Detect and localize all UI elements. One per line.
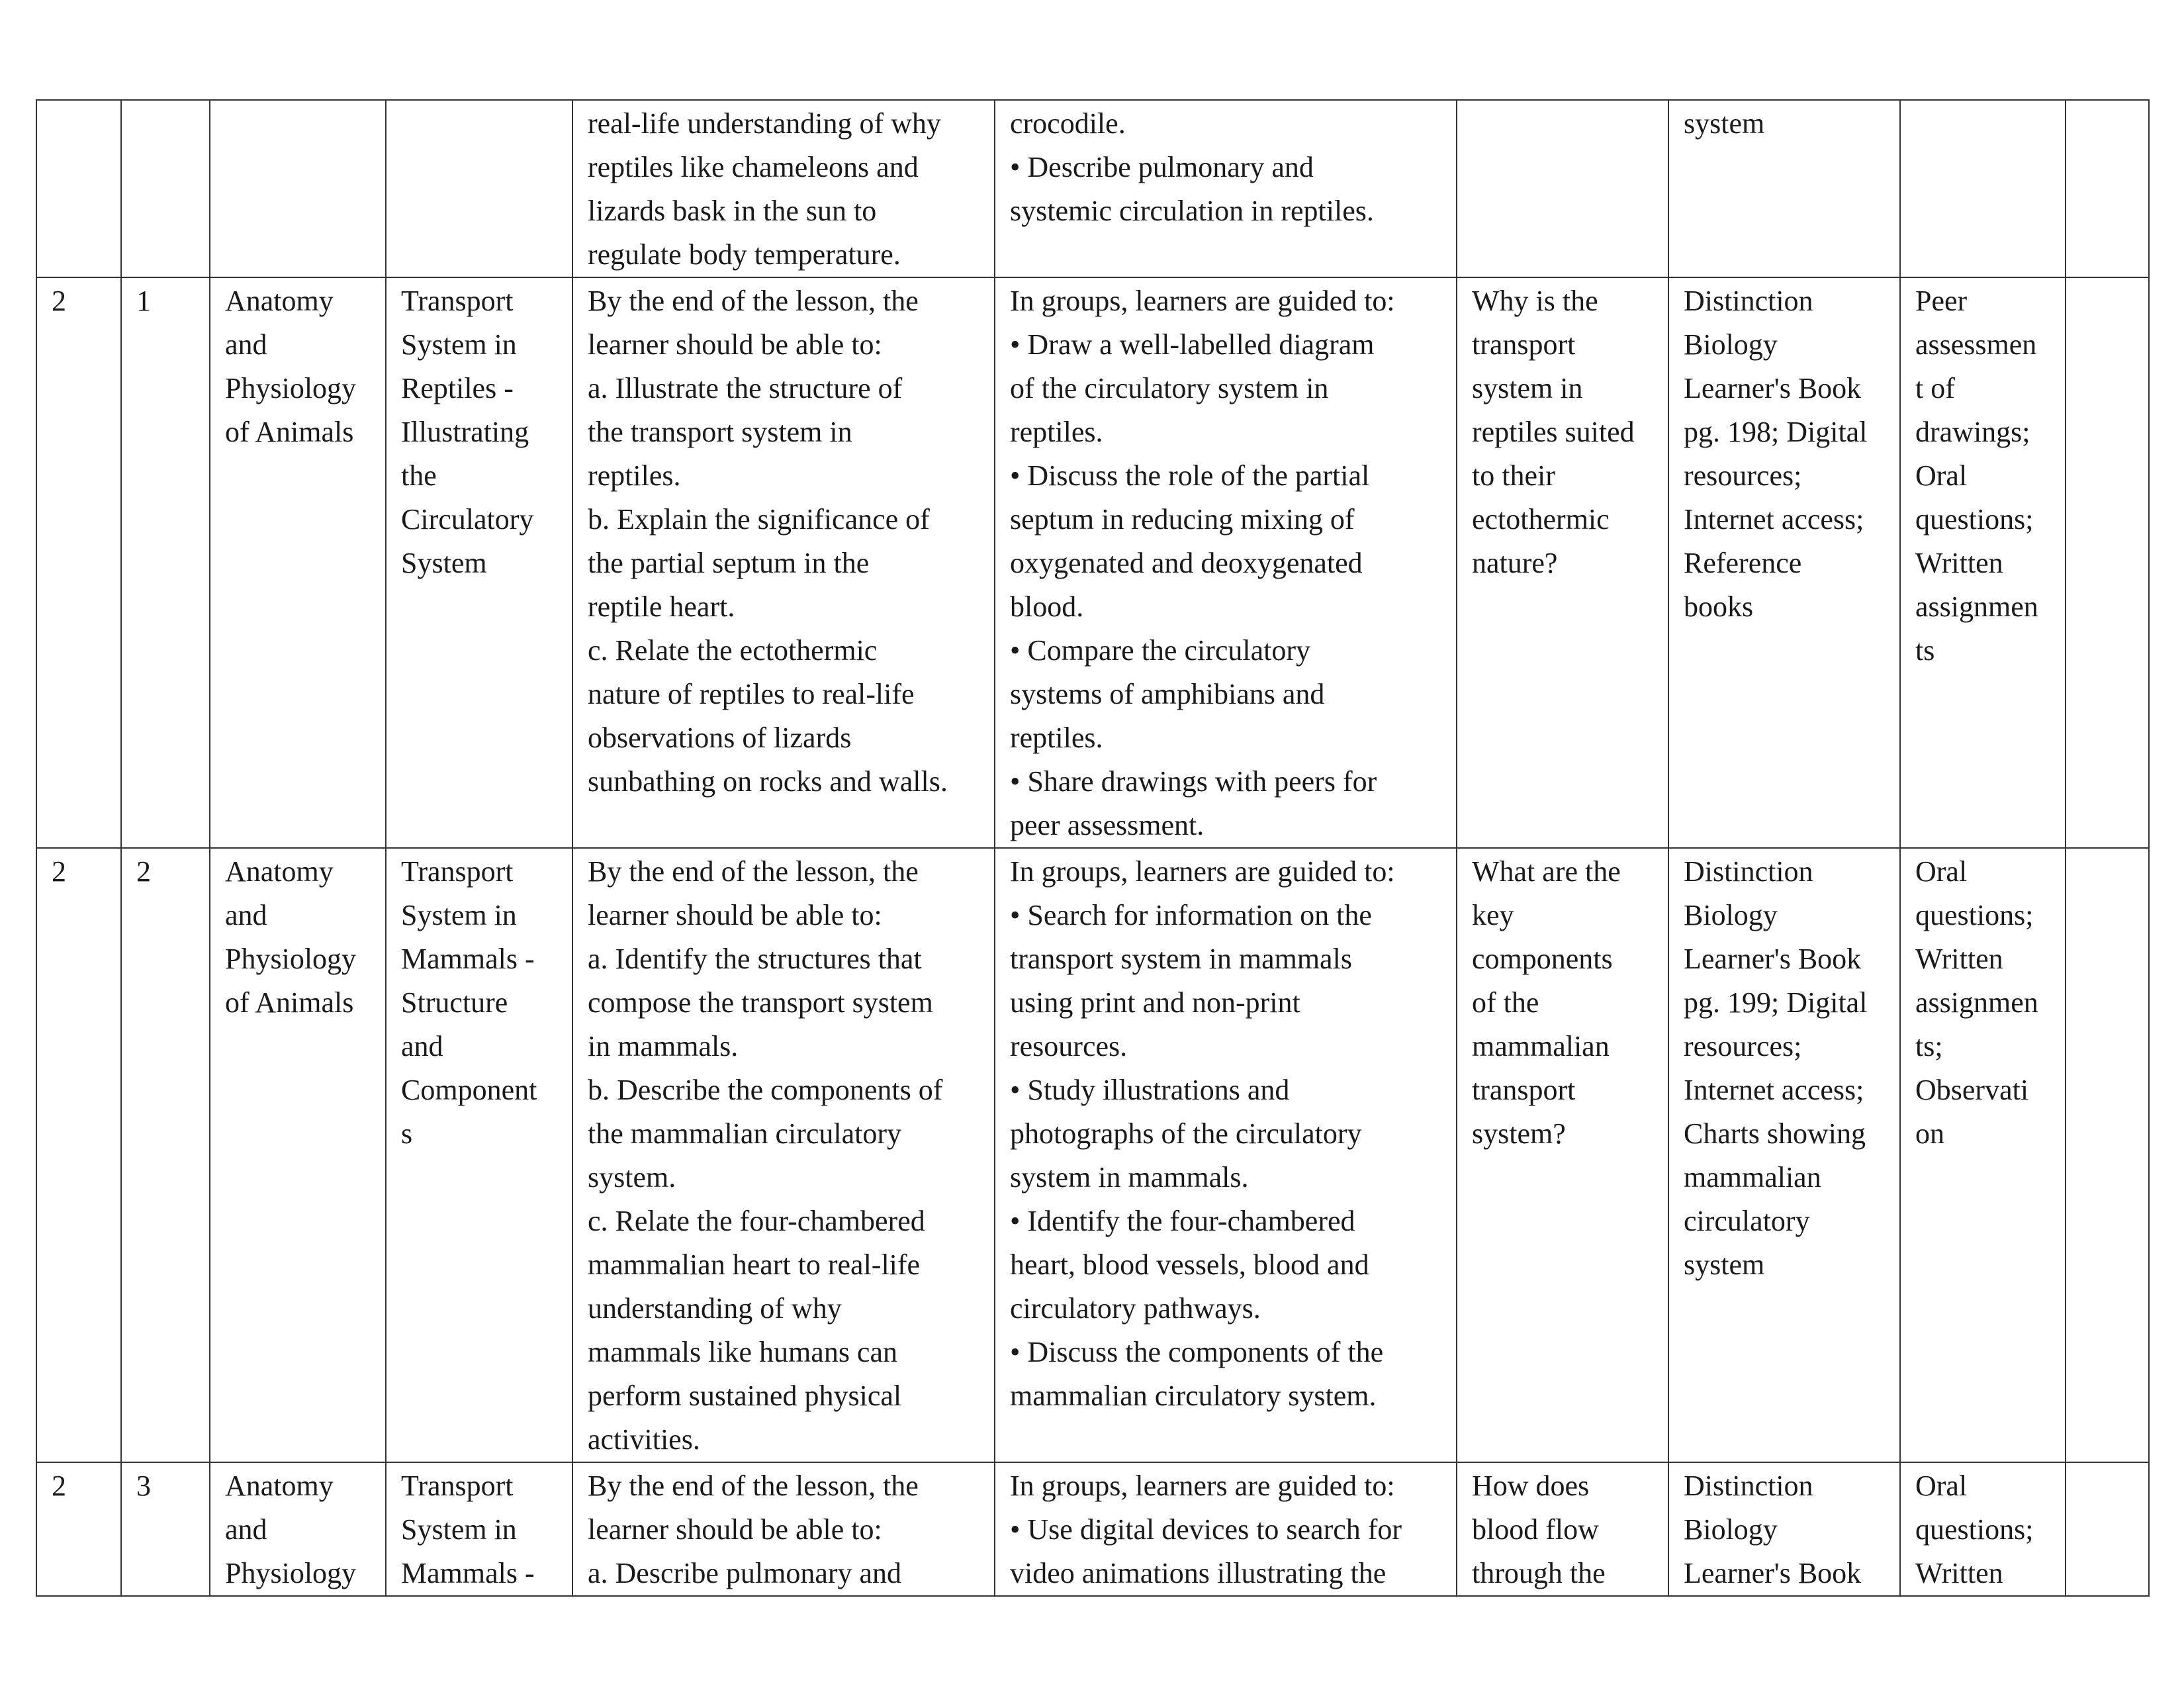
cell-line: • Share drawings with peers for <box>1010 765 1377 798</box>
remarks-cell <box>2066 100 2149 277</box>
cell-line: Internet access; <box>1684 1074 1864 1106</box>
lesson-cell <box>121 277 210 848</box>
cell-line: Biology <box>1684 899 1778 931</box>
week-cell <box>36 100 121 277</box>
cell-line: System in <box>401 1513 517 1546</box>
cell-line: Transport <box>401 285 514 317</box>
cell-text: 2 <box>136 855 151 888</box>
cell-line: • Describe pulmonary and <box>1010 151 1314 183</box>
cell-line: Written <box>1915 547 2003 579</box>
cell-line: In groups, learners are guided to: <box>1010 285 1395 317</box>
cell-line: assignmen <box>1915 590 2038 623</box>
cell-line: System in <box>401 899 517 931</box>
cell-line: • Search for information on the <box>1010 899 1372 931</box>
table-row <box>36 100 2149 277</box>
cell-line: t of <box>1915 372 1955 404</box>
cell-line: crocodile. <box>1010 107 1126 140</box>
cell-line: transport system in mammals <box>1010 943 1352 975</box>
cell-line: Structure <box>401 986 508 1019</box>
cell-line: system? <box>1472 1117 1566 1150</box>
cell-line: books <box>1684 590 1754 623</box>
cell-line: perform sustained physical <box>588 1380 902 1412</box>
cell-line: the transport system in <box>588 416 852 448</box>
cell-line: s <box>401 1117 413 1150</box>
learning-experiences-cell <box>995 100 1457 277</box>
cell-line: to their <box>1472 459 1555 492</box>
cell-line: reptile heart. <box>588 590 735 623</box>
cell-line: What are the <box>1472 855 1621 888</box>
strand-cell <box>210 100 386 277</box>
cell-line: lizards bask in the sun to <box>588 195 877 227</box>
cell-line: • Compare the circulatory <box>1010 634 1311 667</box>
cell-line: nature? <box>1472 547 1558 579</box>
cell-line: components <box>1472 943 1613 975</box>
cell-text: 2 <box>52 1470 66 1502</box>
cell-line: mammalian <box>1472 1030 1610 1062</box>
cell-line: By the end of the lesson, the <box>588 285 919 317</box>
cell-line: • Use digital devices to search for <box>1010 1513 1402 1546</box>
learning-experiences-cell <box>995 277 1457 848</box>
learning-resources-cell <box>1668 100 1900 277</box>
cell-line: • Study illustrations and <box>1010 1074 1290 1106</box>
lesson-cell <box>121 100 210 277</box>
cell-line: understanding of why <box>588 1292 842 1325</box>
cell-text: 2 <box>52 855 66 888</box>
cell-line: mammals like humans can <box>588 1336 897 1368</box>
learning-experiences-cell <box>995 1462 1457 1596</box>
cell-line: Physiology <box>225 372 357 404</box>
cell-line: through the <box>1472 1557 1606 1589</box>
cell-line: observations of lizards <box>588 722 852 754</box>
table-row <box>36 848 2149 1462</box>
cell-line: b. Explain the significance of <box>588 503 930 536</box>
cell-line: Biology <box>1684 328 1778 361</box>
cell-line: Peer <box>1915 285 1968 317</box>
week-cell <box>36 1462 121 1596</box>
cell-line: the partial septum in the <box>588 547 870 579</box>
cell-line: using print and non-print <box>1010 986 1300 1019</box>
cell-line: system in <box>1472 372 1583 404</box>
cell-line: systems of amphibians and <box>1010 678 1325 710</box>
lesson-cell <box>121 1462 210 1596</box>
sub-strand-cell <box>386 848 572 1462</box>
cell-line: ts; <box>1915 1030 1943 1062</box>
cell-line: In groups, learners are guided to: <box>1010 855 1395 888</box>
assessment-cell <box>1900 277 2066 848</box>
cell-line: regulate body temperature. <box>588 238 901 271</box>
cell-line: system in mammals. <box>1010 1161 1249 1194</box>
cell-line: of the <box>1472 986 1539 1019</box>
cell-line: blood flow <box>1472 1513 1599 1546</box>
cell-line: a. Describe pulmonary and <box>588 1557 902 1589</box>
cell-line: heart, blood vessels, blood and <box>1010 1248 1369 1281</box>
cell-line: • Draw a well-labelled diagram <box>1010 328 1375 361</box>
cell-line: septum in reducing mixing of <box>1010 503 1355 536</box>
cell-line: system <box>1684 107 1765 140</box>
cell-line: Illustrating <box>401 416 529 448</box>
cell-line: of the circulatory system in <box>1010 372 1329 404</box>
cell-line: of Animals <box>225 986 354 1019</box>
cell-line: and <box>225 328 267 361</box>
cell-text: 3 <box>136 1470 151 1502</box>
cell-line: In groups, learners are guided to: <box>1010 1470 1395 1502</box>
cell-line: resources. <box>1010 1030 1128 1062</box>
week-cell <box>36 277 121 848</box>
learning-resources-cell <box>1668 277 1900 848</box>
key-inquiry-question-cell <box>1457 848 1668 1462</box>
cell-line: System <box>401 547 487 579</box>
cell-line: Oral <box>1915 459 1968 492</box>
cell-line: reptiles like chameleons and <box>588 151 919 183</box>
cell-line: compose the transport system <box>588 986 933 1019</box>
cell-line: c. Relate the four-chambered <box>588 1205 925 1237</box>
week-cell <box>36 848 121 1462</box>
cell-line: pg. 198; Digital <box>1684 416 1868 448</box>
cell-line: learner should be able to: <box>588 1513 882 1546</box>
cell-text: 1 <box>136 285 151 317</box>
table-row <box>36 1462 2149 1596</box>
sub-strand-cell <box>386 277 572 848</box>
table-body <box>36 100 2149 1596</box>
cell-line: b. Describe the components of <box>588 1074 943 1106</box>
cell-line: Oral <box>1915 855 1968 888</box>
remarks-cell <box>2066 848 2149 1462</box>
cell-line: system. <box>588 1161 676 1194</box>
cell-line: mammalian <box>1684 1161 1821 1194</box>
cell-line: mammalian heart to real-life <box>588 1248 921 1281</box>
cell-line: learner should be able to: <box>588 899 882 931</box>
cell-line: resources; <box>1684 459 1802 492</box>
cell-line: sunbathing on rocks and walls. <box>588 765 948 798</box>
key-inquiry-question-cell <box>1457 1462 1668 1596</box>
cell-line: transport <box>1472 1074 1576 1106</box>
cell-line: Learner's Book <box>1684 1557 1862 1589</box>
cell-line: on <box>1915 1117 1944 1150</box>
cell-line: system <box>1684 1248 1765 1281</box>
cell-line: systemic circulation in reptiles. <box>1010 195 1374 227</box>
cell-line: photographs of the circulatory <box>1010 1117 1362 1150</box>
cell-line: a. Illustrate the structure of <box>588 372 903 404</box>
cell-line: Distinction <box>1684 855 1813 888</box>
cell-line: real-life understanding of why <box>588 107 941 140</box>
table-row <box>36 277 2149 848</box>
assessment-cell <box>1900 848 2066 1462</box>
learning-resources-cell <box>1668 848 1900 1462</box>
cell-line: Oral <box>1915 1470 1968 1502</box>
cell-line: • Discuss the components of the <box>1010 1336 1384 1368</box>
cell-line: learner should be able to: <box>588 328 882 361</box>
cell-line: circulatory <box>1684 1205 1810 1237</box>
cell-line: ectothermic <box>1472 503 1610 536</box>
learning-outcomes-cell <box>572 277 995 848</box>
learning-resources-cell <box>1668 1462 1900 1596</box>
cell-line: circulatory pathways. <box>1010 1292 1261 1325</box>
key-inquiry-question-cell <box>1457 100 1668 277</box>
cell-line: reptiles. <box>1010 416 1103 448</box>
key-inquiry-question-cell <box>1457 277 1668 848</box>
cell-line: the <box>401 459 437 492</box>
cell-line: blood. <box>1010 590 1084 623</box>
cell-line: Component <box>401 1074 537 1106</box>
cell-line: Internet access; <box>1684 503 1864 536</box>
cell-line: Biology <box>1684 1513 1778 1546</box>
cell-line: System in <box>401 328 517 361</box>
cell-line: activities. <box>588 1423 700 1456</box>
cell-line: reptiles suited <box>1472 416 1635 448</box>
cell-line: Distinction <box>1684 1470 1813 1502</box>
assessment-cell <box>1900 100 2066 277</box>
cell-line: • Discuss the role of the partial <box>1010 459 1370 492</box>
cell-line: peer assessment. <box>1010 809 1205 841</box>
remarks-cell <box>2066 277 2149 848</box>
strand-cell <box>210 1462 386 1596</box>
cell-line: Written <box>1915 943 2003 975</box>
cell-line: drawings; <box>1915 416 2030 448</box>
cell-line: Why is the <box>1472 285 1598 317</box>
cell-line: Anatomy <box>225 285 334 317</box>
cell-line: key <box>1472 899 1514 931</box>
sub-strand-cell <box>386 1462 572 1596</box>
scheme-of-work-table <box>36 99 2150 1597</box>
cell-line: • Identify the four-chambered <box>1010 1205 1355 1237</box>
cell-text: 2 <box>52 285 66 317</box>
cell-line: Learner's Book <box>1684 372 1862 404</box>
cell-line: and <box>225 899 267 931</box>
cell-line: and <box>401 1030 443 1062</box>
cell-line: resources; <box>1684 1030 1802 1062</box>
strand-cell <box>210 277 386 848</box>
cell-line: Anatomy <box>225 1470 334 1502</box>
cell-line: oxygenated and deoxygenated <box>1010 547 1363 579</box>
assessment-cell <box>1900 1462 2066 1596</box>
cell-line: By the end of the lesson, the <box>588 855 919 888</box>
cell-line: Distinction <box>1684 285 1813 317</box>
learning-experiences-cell <box>995 848 1457 1462</box>
cell-line: Mammals - <box>401 943 535 975</box>
learning-outcomes-cell <box>572 1462 995 1596</box>
cell-line: nature of reptiles to real-life <box>588 678 915 710</box>
cell-line: c. Relate the ectothermic <box>588 634 878 667</box>
sub-strand-cell <box>386 100 572 277</box>
cell-line: Reptiles - <box>401 372 514 404</box>
cell-line: questions; <box>1915 503 2034 536</box>
strand-cell <box>210 848 386 1462</box>
cell-line: video animations illustrating the <box>1010 1557 1387 1589</box>
lesson-cell <box>121 848 210 1462</box>
cell-line: Learner's Book <box>1684 943 1862 975</box>
cell-line: questions; <box>1915 1513 2034 1546</box>
cell-line: pg. 199; Digital <box>1684 986 1868 1019</box>
cell-line: a. Identify the structures that <box>588 943 922 975</box>
cell-line: assignmen <box>1915 986 2038 1019</box>
cell-line: Physiology <box>225 1557 357 1589</box>
cell-line: questions; <box>1915 899 2034 931</box>
cell-line: assessmen <box>1915 328 2037 361</box>
cell-line: How does <box>1472 1470 1590 1502</box>
cell-line: Physiology <box>225 943 357 975</box>
cell-line: Circulatory <box>401 503 534 536</box>
cell-line: of Animals <box>225 416 354 448</box>
cell-line: Transport <box>401 855 514 888</box>
cell-line: Mammals - <box>401 1557 535 1589</box>
cell-line: By the end of the lesson, the <box>588 1470 919 1502</box>
cell-line: ts <box>1915 634 1935 667</box>
cell-line: Transport <box>401 1470 514 1502</box>
cell-line: mammalian circulatory system. <box>1010 1380 1377 1412</box>
cell-line: reptiles. <box>1010 722 1103 754</box>
cell-line: Observati <box>1915 1074 2029 1106</box>
remarks-cell <box>2066 1462 2149 1596</box>
cell-line: in mammals. <box>588 1030 739 1062</box>
cell-line: Written <box>1915 1557 2003 1589</box>
cell-line: Reference <box>1684 547 1802 579</box>
cell-line: and <box>225 1513 267 1546</box>
learning-outcomes-cell <box>572 848 995 1462</box>
cell-line: transport <box>1472 328 1576 361</box>
cell-line: Anatomy <box>225 855 334 888</box>
cell-line: reptiles. <box>588 459 681 492</box>
cell-line: the mammalian circulatory <box>588 1117 902 1150</box>
learning-outcomes-cell <box>572 100 995 277</box>
cell-line: Charts showing <box>1684 1117 1866 1150</box>
